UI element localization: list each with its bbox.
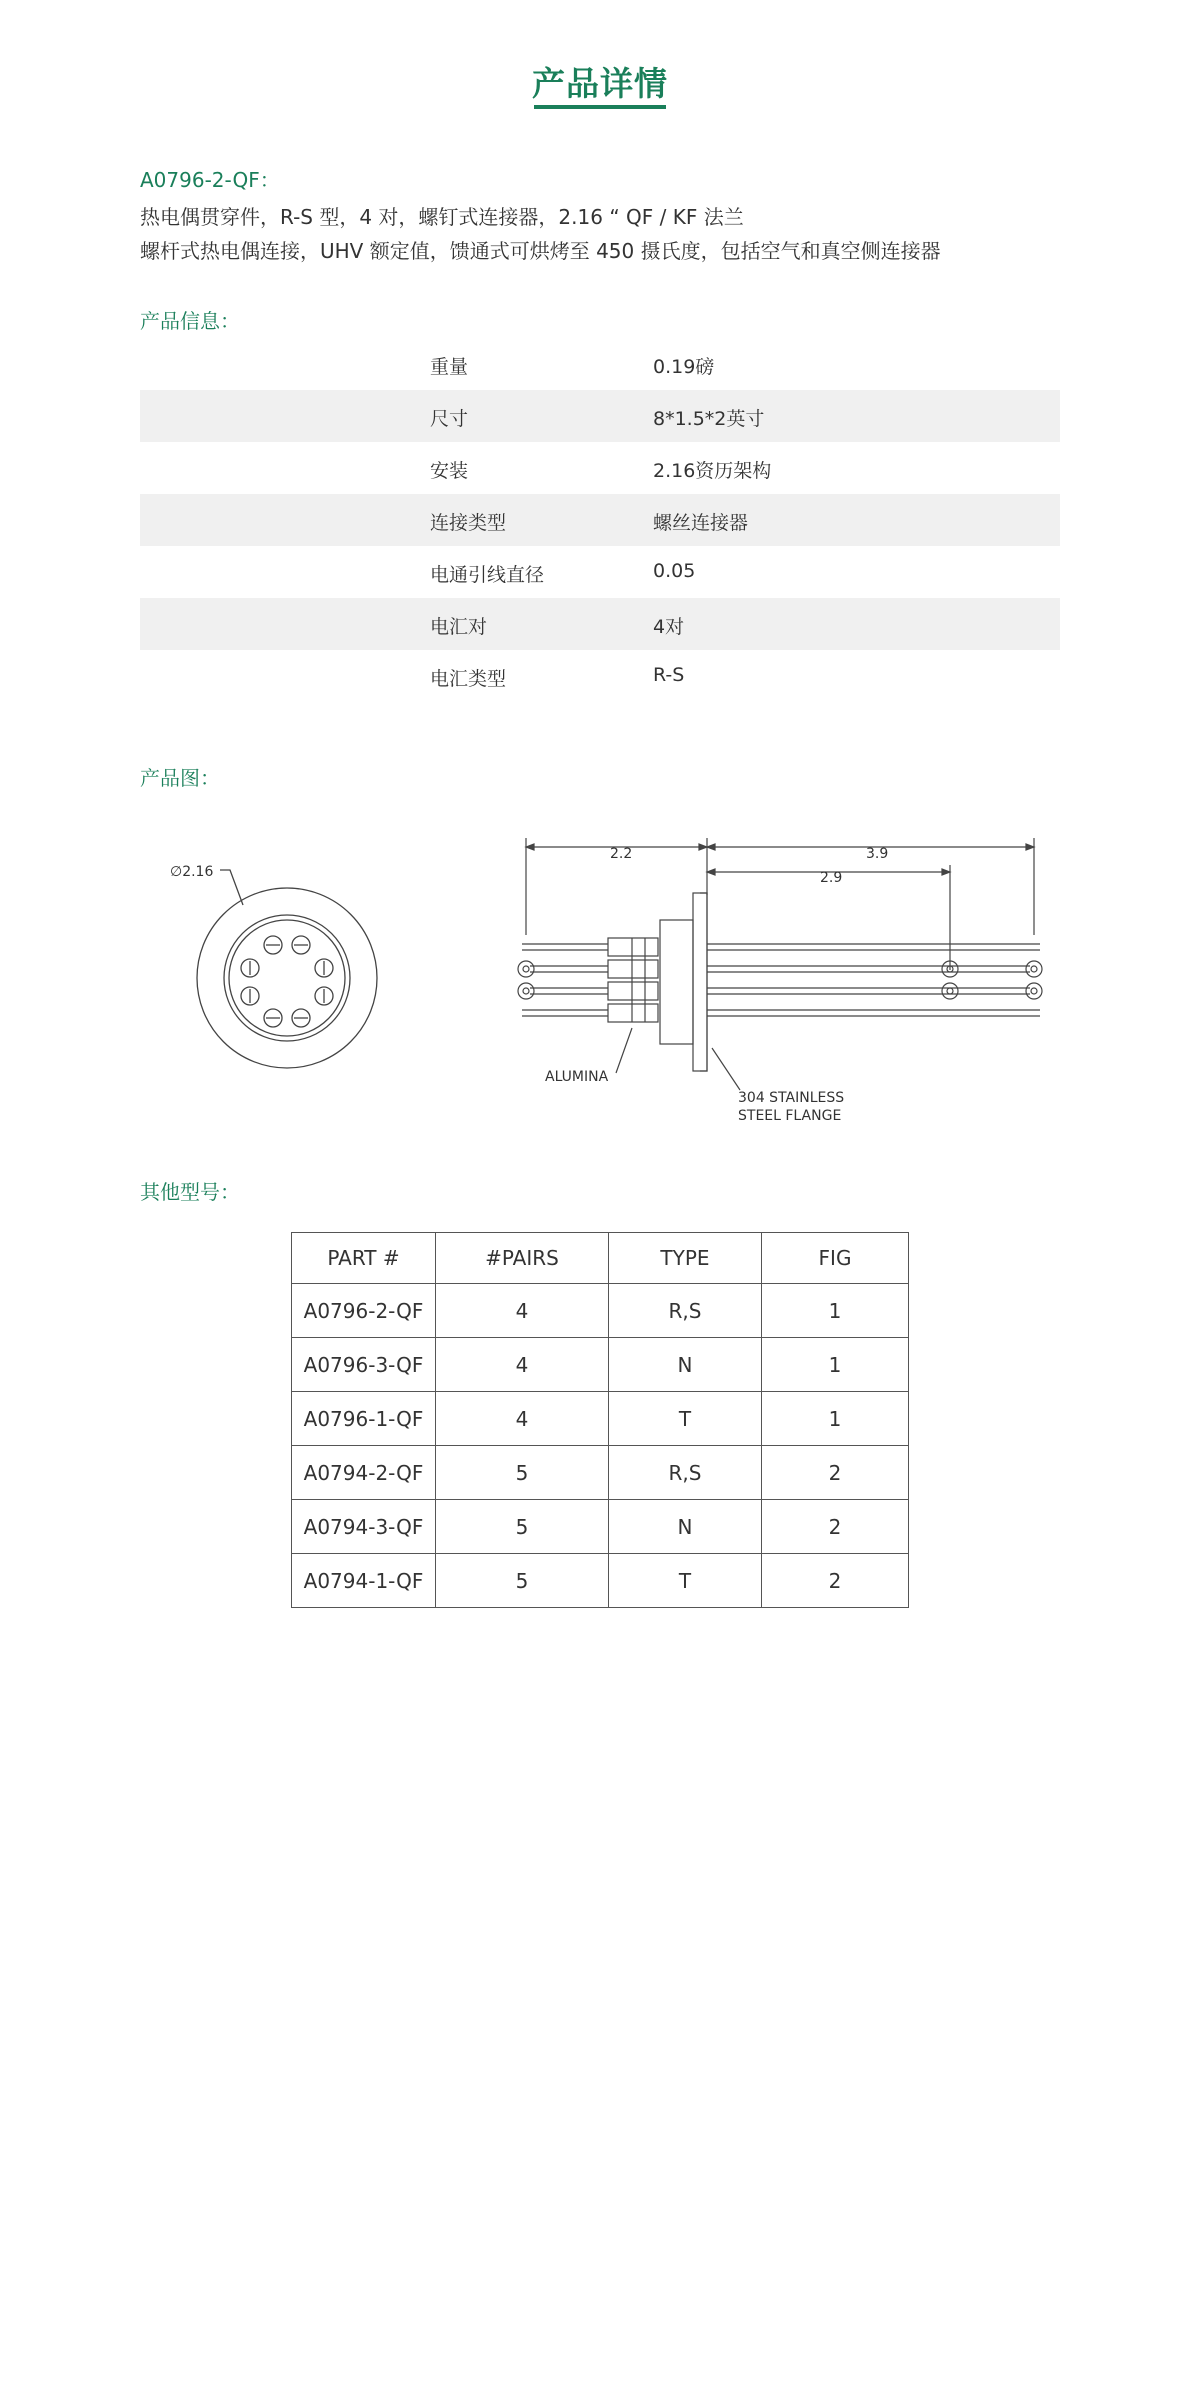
table-cell: N [609,1500,762,1554]
spec-value: 0.19磅 [653,356,715,378]
spec-value: 0.05 [653,560,696,582]
table-cell: A0794-3-QF [292,1500,436,1554]
product-description-line-1: 热电偶贯穿件，R-S 型，4 对，螺钉式连接器，2.16 “ QF / KF 法兰 [140,205,744,229]
column-header: PART # [292,1233,436,1284]
alumina-label: ALUMINA [545,1069,609,1085]
table-cell: 4 [436,1338,609,1392]
table-cell: 2 [762,1500,909,1554]
table-cell: A0796-3-QF [292,1338,436,1392]
spec-key: 电汇对 [430,616,488,638]
table-cell: A0796-2-QF [292,1284,436,1338]
other-models-table [291,1232,909,1608]
table-cell: A0796-1-QF [292,1392,436,1446]
table-cell: N [609,1338,762,1392]
table-cell: 4 [436,1284,609,1338]
table-row [292,1500,909,1554]
spec-key: 连接类型 [430,512,507,534]
spec-key: 尺寸 [430,408,469,430]
table-row [292,1554,909,1608]
table-cell: A0794-1-QF [292,1554,436,1608]
table-cell: 2 [762,1554,909,1608]
column-header: TYPE [609,1233,762,1284]
page-title: 产品详情 [532,64,668,103]
table-row [292,1446,909,1500]
table-row [292,1392,909,1446]
column-header: FIG [762,1233,909,1284]
spec-value: R-S [653,664,685,686]
table-cell: R,S [609,1284,762,1338]
spec-value: 4对 [653,616,685,638]
dimension-2-9: 2.9 [820,870,843,886]
dimension-3-9: 3.9 [866,846,889,862]
spec-key: 重量 [430,356,469,378]
flange-material-label-1: 304 STAINLESS [738,1090,845,1106]
column-header: #PAIRS [436,1233,609,1284]
product-description-line-2: 螺杆式热电偶连接，UHV 额定值，馈通式可烘烤至 450 摄氏度，包括空气和真空侧连接器 [140,239,941,263]
model-label: A0796-2-QF： [140,168,280,192]
table-cell: A0794-2-QF [292,1446,436,1500]
product-info-label: 产品信息： [140,309,240,333]
product-drawing [0,0,1200,1150]
table-cell: 1 [762,1392,909,1446]
table-cell: R,S [609,1446,762,1500]
feedthrough-side-view [518,838,1042,1090]
table-cell: T [609,1554,762,1608]
dimension-2-2: 2.2 [610,846,633,862]
table-cell: 2 [762,1446,909,1500]
spec-value: 螺丝连接器 [653,512,749,534]
table-header-row [292,1233,909,1284]
other-models-label: 其他型号： [140,1180,240,1204]
spec-key: 电通引线直径 [430,564,545,586]
table-cell: 5 [436,1500,609,1554]
spec-key: 安装 [430,460,469,482]
table-row [292,1284,909,1338]
flange-diameter-label: ∅2.16 [170,864,214,880]
table-cell: 5 [436,1554,609,1608]
flange-front-view [197,870,377,1068]
flange-inner-circle [224,915,350,1041]
flange-material-label-2: STEEL FLANGE [738,1108,842,1124]
product-figure-label: 产品图： [140,766,220,790]
table-row [292,1338,909,1392]
pin-holes [241,936,333,1027]
table-cell: 1 [762,1284,909,1338]
table-cell: 1 [762,1338,909,1392]
table-cell: T [609,1392,762,1446]
table-cell: 5 [436,1446,609,1500]
spec-value: 8*1.5*2英寸 [653,408,765,430]
spec-value: 2.16资历架构 [653,460,772,482]
diameter-leader [220,870,243,905]
spec-key: 电汇类型 [430,668,507,690]
table-cell: 4 [436,1392,609,1446]
